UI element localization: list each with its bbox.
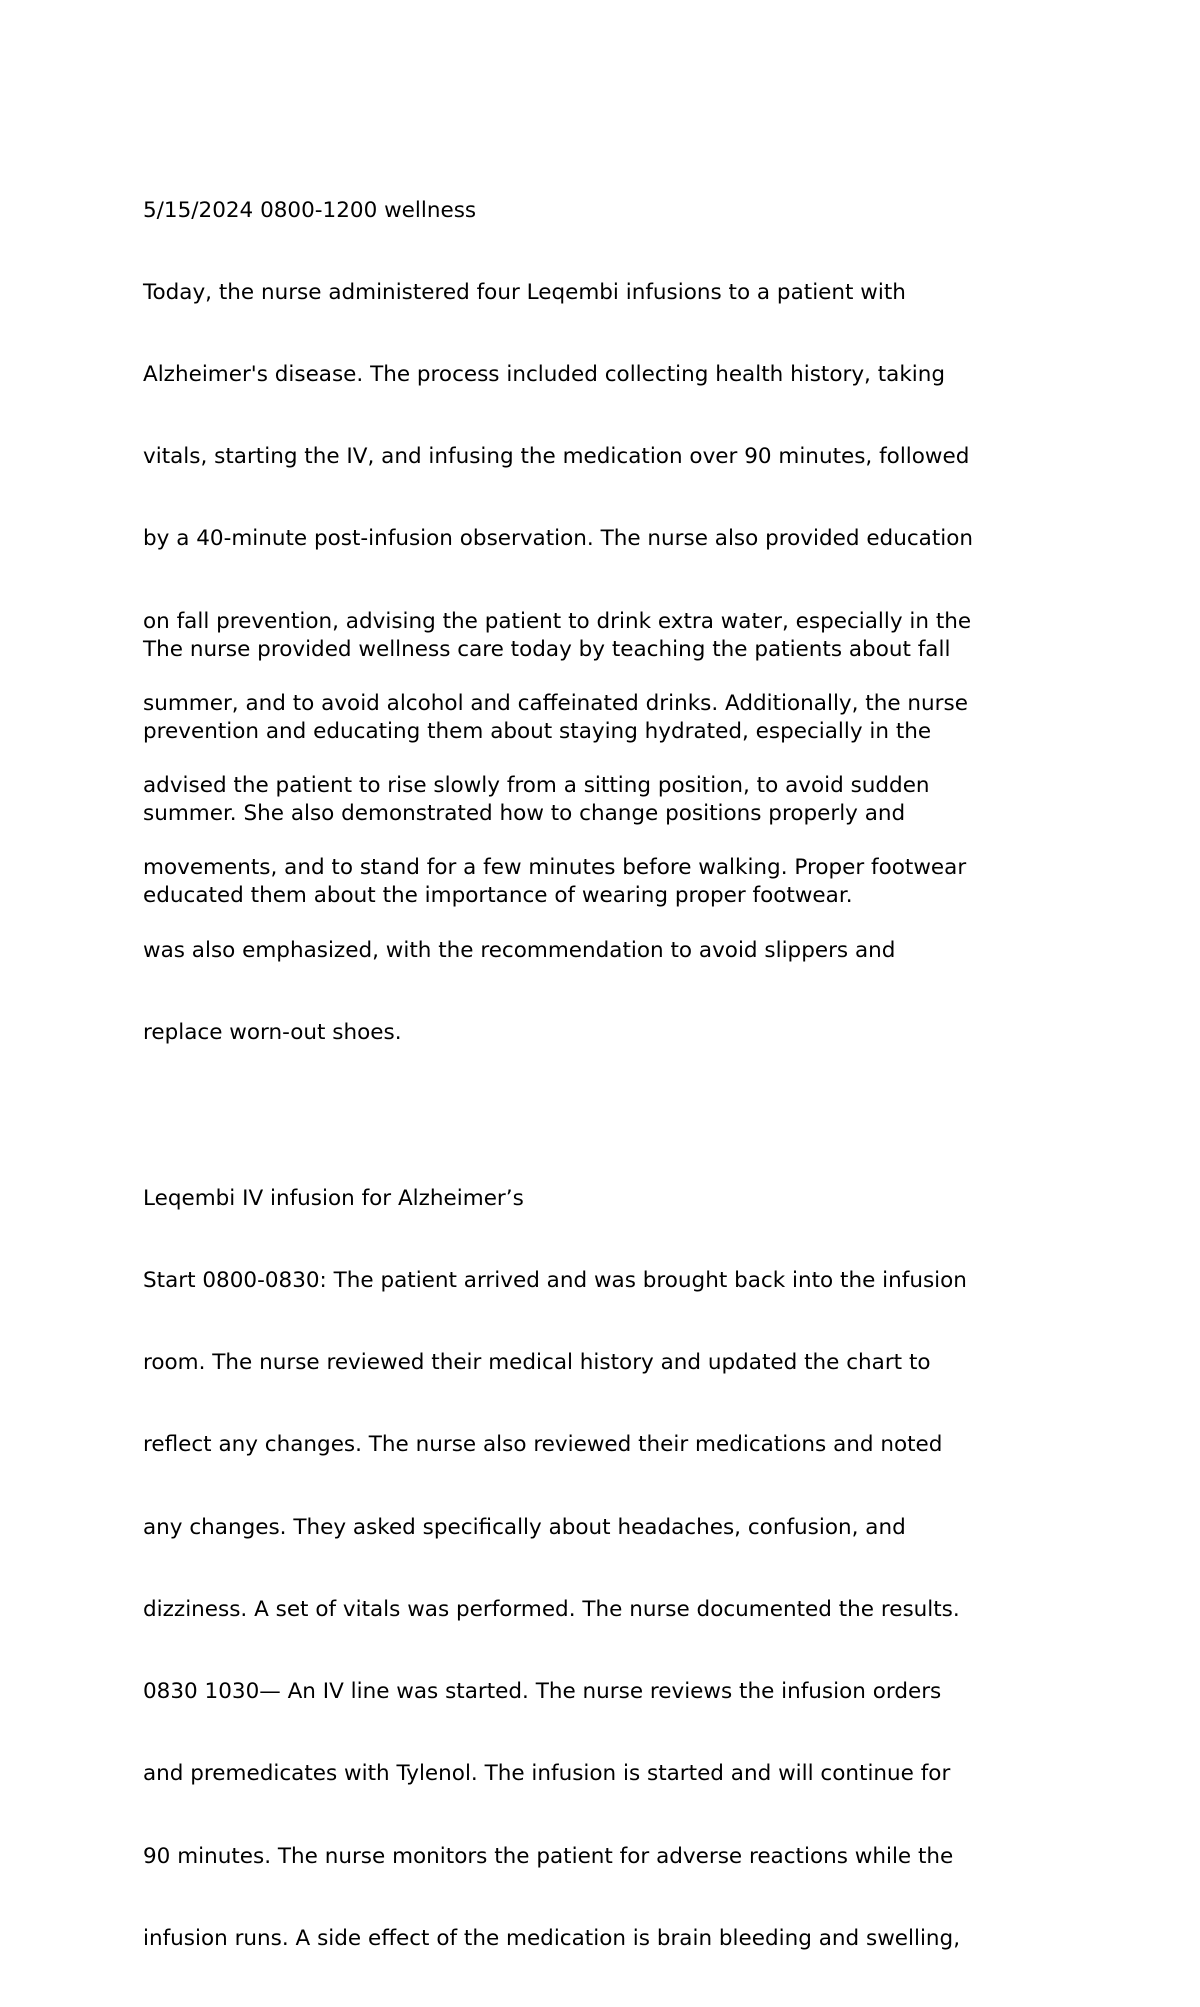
text-line: reflect any changes. The nurse also reviewed their medications and noted (143, 1432, 943, 1458)
text-line: room. The nurse reviewed their medical history and updated the chart to (143, 1350, 931, 1376)
paragraph-infusion-timeline (143, 1130, 1063, 2007)
text-line: Today, the nurse administered four Leqembi infusions to a patient with (143, 279, 906, 305)
text-line: was also emphasized, with the recommendation to avoid slippers and (143, 937, 896, 963)
text-line: summer. She also demonstrated how to change positions properly and (143, 801, 906, 827)
text-line: The nurse provided wellness care today by teaching the patients about fall (143, 636, 951, 662)
text-line: replace worn-out shoes. (143, 1019, 402, 1045)
text-line: infusion runs. A side effect of the medication is brain bleeding and swelling, (143, 1925, 961, 1951)
text-line: advised the patient to rise slowly from a sitting position, to avoid sudden (143, 773, 930, 799)
text-line: movements, and to stand for a few minutes before walking. Proper footwear (143, 855, 967, 881)
text-line: dizziness. A set of vitals was performed. The nurse documented the results. (143, 1596, 960, 1622)
text-line: vitals, starting the IV, and infusing the medication over 90 minutes, followed (143, 444, 970, 470)
text-line: Alzheimer's disease. The process included collecting health history, taking (143, 362, 946, 388)
text-line: prevention and educating them about staying hydrated, especially in the (143, 719, 932, 745)
text-line: and premedicates with Tylenol. The infusion is started and will continue for (143, 1761, 951, 1787)
text-line: by a 40-minute post-infusion observation. The nurse also provided education (143, 526, 974, 552)
text-line: on fall prevention, advising the patient to drink extra water, especially in the (143, 608, 972, 634)
text-line: Start 0800-0830: The patient arrived and was brought back into the infusion (143, 1268, 967, 1294)
text-line: 90 minutes. The nurse monitors the patient for adverse reactions while the (143, 1843, 954, 1869)
text-line: Leqembi IV infusion for Alzheimer’s (143, 1185, 524, 1211)
heading-line: 5/15/2024 0800-1200 wellness (143, 197, 477, 223)
text-line: 0830 1030— An IV line was started. The nurse reviews the infusion orders (143, 1679, 942, 1705)
text-line: educated them about the importance of wearing proper footwear. (143, 883, 853, 909)
text-line: any changes. They asked specifically about headaches, confusion, and (143, 1514, 906, 1540)
paragraph-wellness-care (143, 581, 1063, 965)
text-line: summer, and to avoid alcohol and caffeinated drinks. Additionally, the nurse (143, 690, 968, 716)
